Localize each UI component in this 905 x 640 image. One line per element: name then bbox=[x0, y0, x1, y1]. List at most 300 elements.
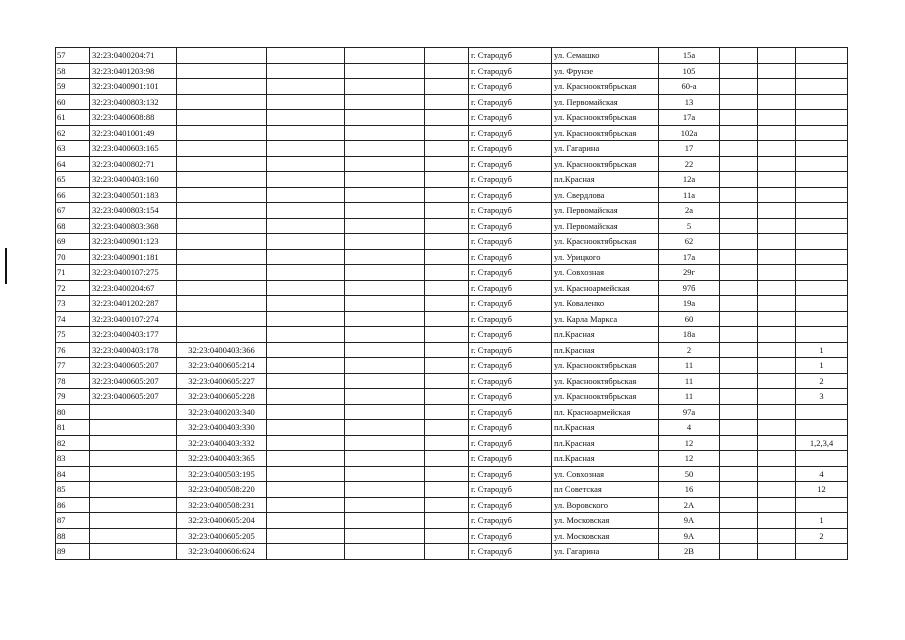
empty-cell bbox=[345, 79, 425, 95]
city-cell: г. Стародуб bbox=[469, 311, 552, 327]
empty-cell bbox=[267, 466, 345, 482]
empty-cell bbox=[345, 218, 425, 234]
street-cell: ул. Семашко bbox=[552, 48, 659, 64]
row-number: 65 bbox=[56, 172, 90, 188]
empty-cell bbox=[345, 63, 425, 79]
street-cell: пл Советская bbox=[552, 482, 659, 498]
empty-cell bbox=[267, 311, 345, 327]
empty-cell bbox=[720, 528, 758, 544]
empty-cell bbox=[425, 327, 469, 343]
house-number-cell: 12 bbox=[659, 435, 720, 451]
empty-cell bbox=[345, 110, 425, 126]
house-number-cell: 29г bbox=[659, 265, 720, 281]
house-number-cell: 2А bbox=[659, 497, 720, 513]
empty-cell bbox=[758, 327, 796, 343]
city-cell: г. Стародуб bbox=[469, 497, 552, 513]
table-row bbox=[56, 218, 848, 234]
cadastral-number-secondary: 32:23:0400203:340 bbox=[177, 404, 267, 420]
empty-cell bbox=[345, 358, 425, 374]
empty-cell bbox=[720, 125, 758, 141]
premises-number-cell bbox=[796, 63, 848, 79]
row-number: 84 bbox=[56, 466, 90, 482]
row-number: 75 bbox=[56, 327, 90, 343]
empty-cell bbox=[758, 404, 796, 420]
empty-cell bbox=[345, 234, 425, 250]
empty-cell bbox=[425, 249, 469, 265]
city-cell: г. Стародуб bbox=[469, 280, 552, 296]
empty-cell bbox=[720, 203, 758, 219]
cadastral-number-secondary bbox=[177, 187, 267, 203]
table-row bbox=[56, 466, 848, 482]
cadastral-number-secondary bbox=[177, 218, 267, 234]
empty-cell bbox=[758, 513, 796, 529]
cadastral-number-secondary: 32:23:0400605:204 bbox=[177, 513, 267, 529]
house-number-cell: 15а bbox=[659, 48, 720, 64]
empty-cell bbox=[425, 420, 469, 436]
city-cell: г. Стародуб bbox=[469, 94, 552, 110]
empty-cell bbox=[267, 218, 345, 234]
cadastral-number-primary bbox=[90, 451, 177, 467]
row-number: 72 bbox=[56, 280, 90, 296]
premises-number-cell bbox=[796, 497, 848, 513]
street-cell: ул. Первомайская bbox=[552, 203, 659, 219]
empty-cell bbox=[720, 513, 758, 529]
house-number-cell: 105 bbox=[659, 63, 720, 79]
cadastral-number-primary: 32:23:0400403:160 bbox=[90, 172, 177, 188]
premises-number-cell bbox=[796, 311, 848, 327]
empty-cell bbox=[345, 466, 425, 482]
cadastral-number-primary: 32:23:0400803:368 bbox=[90, 218, 177, 234]
row-number: 59 bbox=[56, 79, 90, 95]
empty-cell bbox=[720, 141, 758, 157]
table-row bbox=[56, 280, 848, 296]
empty-cell bbox=[758, 528, 796, 544]
empty-cell bbox=[345, 435, 425, 451]
table-row bbox=[56, 234, 848, 250]
premises-number-cell bbox=[796, 125, 848, 141]
empty-cell bbox=[720, 79, 758, 95]
house-number-cell: 97а bbox=[659, 404, 720, 420]
empty-cell bbox=[345, 48, 425, 64]
empty-cell bbox=[345, 420, 425, 436]
city-cell: г. Стародуб bbox=[469, 420, 552, 436]
cadastral-number-secondary bbox=[177, 156, 267, 172]
city-cell: г. Стародуб bbox=[469, 110, 552, 126]
city-cell: г. Стародуб bbox=[469, 48, 552, 64]
row-number: 68 bbox=[56, 218, 90, 234]
row-number: 71 bbox=[56, 265, 90, 281]
empty-cell bbox=[720, 342, 758, 358]
empty-cell bbox=[267, 249, 345, 265]
table-row bbox=[56, 63, 848, 79]
cadastral-number-secondary: 32:23:0400605:228 bbox=[177, 389, 267, 405]
cadastral-number-primary: 32:23:0400605:207 bbox=[90, 358, 177, 374]
house-number-cell: 97б bbox=[659, 280, 720, 296]
premises-number-cell bbox=[796, 280, 848, 296]
empty-cell bbox=[425, 373, 469, 389]
street-cell: ул. Краснооктябрьская bbox=[552, 389, 659, 405]
empty-cell bbox=[267, 79, 345, 95]
house-number-cell: 60 bbox=[659, 311, 720, 327]
empty-cell bbox=[720, 389, 758, 405]
city-cell: г. Стародуб bbox=[469, 156, 552, 172]
house-number-cell: 16 bbox=[659, 482, 720, 498]
empty-cell bbox=[345, 451, 425, 467]
row-number: 82 bbox=[56, 435, 90, 451]
table-row bbox=[56, 187, 848, 203]
cadastral-number-primary: 32:23:0400403:178 bbox=[90, 342, 177, 358]
cadastral-number-secondary bbox=[177, 125, 267, 141]
table-row bbox=[56, 296, 848, 312]
house-number-cell: 22 bbox=[659, 156, 720, 172]
empty-cell bbox=[425, 187, 469, 203]
empty-cell bbox=[425, 234, 469, 250]
house-number-cell: 62 bbox=[659, 234, 720, 250]
empty-cell bbox=[758, 203, 796, 219]
row-number: 77 bbox=[56, 358, 90, 374]
empty-cell bbox=[758, 48, 796, 64]
house-number-cell: 2 bbox=[659, 342, 720, 358]
empty-cell bbox=[758, 141, 796, 157]
empty-cell bbox=[758, 373, 796, 389]
cadastral-number-primary bbox=[90, 435, 177, 451]
cadastral-number-secondary: 32:23:0400508:231 bbox=[177, 497, 267, 513]
street-cell: ул. Свердлова bbox=[552, 187, 659, 203]
empty-cell bbox=[758, 234, 796, 250]
empty-cell bbox=[758, 389, 796, 405]
empty-cell bbox=[345, 141, 425, 157]
empty-cell bbox=[425, 218, 469, 234]
street-cell: ул. Совхозная bbox=[552, 265, 659, 281]
premises-number-cell: 1 bbox=[796, 358, 848, 374]
empty-cell bbox=[345, 125, 425, 141]
empty-cell bbox=[267, 63, 345, 79]
row-number: 58 bbox=[56, 63, 90, 79]
empty-cell bbox=[758, 125, 796, 141]
row-number: 83 bbox=[56, 451, 90, 467]
empty-cell bbox=[425, 451, 469, 467]
city-cell: г. Стародуб bbox=[469, 327, 552, 343]
empty-cell bbox=[267, 497, 345, 513]
table-row bbox=[56, 435, 848, 451]
table-row bbox=[56, 79, 848, 95]
cadastral-number-secondary bbox=[177, 234, 267, 250]
house-number-cell: 5 bbox=[659, 218, 720, 234]
street-cell: ул. Краснооктябрьская bbox=[552, 373, 659, 389]
row-number: 79 bbox=[56, 389, 90, 405]
empty-cell bbox=[758, 218, 796, 234]
premises-number-cell bbox=[796, 79, 848, 95]
table-row bbox=[56, 420, 848, 436]
empty-cell bbox=[345, 280, 425, 296]
table-row bbox=[56, 141, 848, 157]
table-row bbox=[56, 311, 848, 327]
empty-cell bbox=[267, 513, 345, 529]
cadastral-number-primary: 32:23:0400107:275 bbox=[90, 265, 177, 281]
city-cell: г. Стародуб bbox=[469, 203, 552, 219]
street-cell: пл.Красная bbox=[552, 172, 659, 188]
cadastral-number-primary: 32:23:0400901:101 bbox=[90, 79, 177, 95]
table-row bbox=[56, 482, 848, 498]
row-number: 61 bbox=[56, 110, 90, 126]
table-row bbox=[56, 125, 848, 141]
empty-cell bbox=[267, 373, 345, 389]
street-cell: пл.Красная bbox=[552, 451, 659, 467]
premises-number-cell bbox=[796, 404, 848, 420]
empty-cell bbox=[425, 125, 469, 141]
empty-cell bbox=[758, 156, 796, 172]
table-row bbox=[56, 342, 848, 358]
cadastral-number-secondary: 32:23:0400403:332 bbox=[177, 435, 267, 451]
empty-cell bbox=[425, 482, 469, 498]
cadastral-number-primary bbox=[90, 513, 177, 529]
house-number-cell: 2В bbox=[659, 544, 720, 560]
empty-cell bbox=[267, 265, 345, 281]
city-cell: г. Стародуб bbox=[469, 172, 552, 188]
street-cell: пл.Красная bbox=[552, 327, 659, 343]
row-number: 74 bbox=[56, 311, 90, 327]
cadastral-number-primary: 32:23:0400605:207 bbox=[90, 389, 177, 405]
table-row bbox=[56, 48, 848, 64]
cadastral-number-primary bbox=[90, 544, 177, 560]
empty-cell bbox=[720, 172, 758, 188]
street-cell: ул. Краснооктябрьская bbox=[552, 79, 659, 95]
premises-number-cell bbox=[796, 234, 848, 250]
empty-cell bbox=[720, 110, 758, 126]
table-row bbox=[56, 327, 848, 343]
cadastral-number-primary bbox=[90, 466, 177, 482]
cadastral-number-secondary bbox=[177, 110, 267, 126]
street-cell: ул. Карла Маркса bbox=[552, 311, 659, 327]
empty-cell bbox=[425, 513, 469, 529]
table-row bbox=[56, 265, 848, 281]
empty-cell bbox=[720, 466, 758, 482]
empty-cell bbox=[345, 513, 425, 529]
cadastral-number-secondary: 32:23:0400503:195 bbox=[177, 466, 267, 482]
city-cell: г. Стародуб bbox=[469, 79, 552, 95]
street-cell: ул. Первомайская bbox=[552, 94, 659, 110]
street-cell: ул. Воровского bbox=[552, 497, 659, 513]
row-number: 70 bbox=[56, 249, 90, 265]
empty-cell bbox=[345, 296, 425, 312]
premises-number-cell bbox=[796, 420, 848, 436]
empty-cell bbox=[425, 79, 469, 95]
city-cell: г. Стародуб bbox=[469, 404, 552, 420]
empty-cell bbox=[267, 342, 345, 358]
street-cell: ул. Краснооктябрьская bbox=[552, 358, 659, 374]
row-number: 67 bbox=[56, 203, 90, 219]
empty-cell bbox=[345, 404, 425, 420]
empty-cell bbox=[425, 156, 469, 172]
table-row bbox=[56, 451, 848, 467]
table-row bbox=[56, 110, 848, 126]
empty-cell bbox=[425, 528, 469, 544]
empty-cell bbox=[425, 404, 469, 420]
cadastral-number-primary: 32:23:0400608:88 bbox=[90, 110, 177, 126]
empty-cell bbox=[425, 389, 469, 405]
empty-cell bbox=[720, 404, 758, 420]
city-cell: г. Стародуб bbox=[469, 187, 552, 203]
empty-cell bbox=[267, 280, 345, 296]
cadastral-number-secondary: 32:23:0400605:227 bbox=[177, 373, 267, 389]
empty-cell bbox=[720, 373, 758, 389]
empty-cell bbox=[425, 435, 469, 451]
house-number-cell: 11 bbox=[659, 358, 720, 374]
empty-cell bbox=[267, 404, 345, 420]
street-cell: пл.Красная bbox=[552, 420, 659, 436]
empty-cell bbox=[425, 94, 469, 110]
street-cell: ул. Московская bbox=[552, 513, 659, 529]
house-number-cell: 17 bbox=[659, 141, 720, 157]
empty-cell bbox=[758, 63, 796, 79]
empty-cell bbox=[720, 435, 758, 451]
empty-cell bbox=[720, 451, 758, 467]
street-cell: ул. Первомайская bbox=[552, 218, 659, 234]
empty-cell bbox=[345, 342, 425, 358]
cadastral-number-primary: 32:23:0400204:71 bbox=[90, 48, 177, 64]
row-number: 88 bbox=[56, 528, 90, 544]
empty-cell bbox=[720, 482, 758, 498]
table-row bbox=[56, 544, 848, 560]
cadastral-number-secondary bbox=[177, 265, 267, 281]
city-cell: г. Стародуб bbox=[469, 63, 552, 79]
cadastral-number-primary: 32:23:0400501:183 bbox=[90, 187, 177, 203]
empty-cell bbox=[425, 342, 469, 358]
cadastral-number-secondary: 32:23:0400403:366 bbox=[177, 342, 267, 358]
row-number: 89 bbox=[56, 544, 90, 560]
premises-number-cell bbox=[796, 94, 848, 110]
row-number: 69 bbox=[56, 234, 90, 250]
empty-cell bbox=[267, 544, 345, 560]
row-number: 78 bbox=[56, 373, 90, 389]
street-cell: ул. Красноармейская bbox=[552, 280, 659, 296]
street-cell: ул. Краснооктябрьская bbox=[552, 125, 659, 141]
house-number-cell: 19а bbox=[659, 296, 720, 312]
city-cell: г. Стародуб bbox=[469, 234, 552, 250]
cadastral-number-primary: 32:23:0401202:287 bbox=[90, 296, 177, 312]
empty-cell bbox=[720, 187, 758, 203]
empty-cell bbox=[425, 48, 469, 64]
empty-cell bbox=[425, 466, 469, 482]
premises-number-cell: 2 bbox=[796, 528, 848, 544]
table-row bbox=[56, 249, 848, 265]
cadastral-number-primary: 32:23:0401203:98 bbox=[90, 63, 177, 79]
cadastral-number-secondary: 32:23:0400605:205 bbox=[177, 528, 267, 544]
city-cell: г. Стародуб bbox=[469, 125, 552, 141]
cadastral-number-primary: 32:23:0400603:165 bbox=[90, 141, 177, 157]
house-number-cell: 11 bbox=[659, 373, 720, 389]
empty-cell bbox=[425, 311, 469, 327]
house-number-cell: 13 bbox=[659, 94, 720, 110]
row-number: 85 bbox=[56, 482, 90, 498]
empty-cell bbox=[425, 296, 469, 312]
empty-cell bbox=[758, 265, 796, 281]
empty-cell bbox=[345, 327, 425, 343]
empty-cell bbox=[758, 497, 796, 513]
table-row bbox=[56, 513, 848, 529]
premises-number-cell bbox=[796, 265, 848, 281]
empty-cell bbox=[345, 249, 425, 265]
empty-cell bbox=[345, 172, 425, 188]
table-row bbox=[56, 203, 848, 219]
empty-cell bbox=[758, 482, 796, 498]
premises-number-cell bbox=[796, 110, 848, 126]
empty-cell bbox=[345, 544, 425, 560]
house-number-cell: 17а bbox=[659, 249, 720, 265]
cadastral-number-secondary: 32:23:0400403:330 bbox=[177, 420, 267, 436]
house-number-cell: 12а bbox=[659, 172, 720, 188]
empty-cell bbox=[758, 110, 796, 126]
street-cell: ул. Гагарина bbox=[552, 544, 659, 560]
premises-number-cell: 1 bbox=[796, 342, 848, 358]
empty-cell bbox=[720, 234, 758, 250]
row-number: 80 bbox=[56, 404, 90, 420]
empty-cell bbox=[267, 94, 345, 110]
city-cell: г. Стародуб bbox=[469, 435, 552, 451]
empty-cell bbox=[425, 544, 469, 560]
city-cell: г. Стародуб bbox=[469, 249, 552, 265]
empty-cell bbox=[758, 358, 796, 374]
city-cell: г. Стародуб bbox=[469, 296, 552, 312]
cadastral-number-primary: 32:23:0400803:132 bbox=[90, 94, 177, 110]
empty-cell bbox=[758, 466, 796, 482]
empty-cell bbox=[758, 172, 796, 188]
empty-cell bbox=[267, 358, 345, 374]
row-number: 81 bbox=[56, 420, 90, 436]
empty-cell bbox=[720, 218, 758, 234]
empty-cell bbox=[720, 497, 758, 513]
street-cell: ул. Урицкого bbox=[552, 249, 659, 265]
premises-number-cell: 3 bbox=[796, 389, 848, 405]
cadastral-number-primary bbox=[90, 420, 177, 436]
table-row bbox=[56, 497, 848, 513]
row-number: 73 bbox=[56, 296, 90, 312]
city-cell: г. Стародуб bbox=[469, 528, 552, 544]
cadastral-number-primary: 32:23:0400803:154 bbox=[90, 203, 177, 219]
empty-cell bbox=[425, 497, 469, 513]
premises-number-cell bbox=[796, 544, 848, 560]
row-number: 86 bbox=[56, 497, 90, 513]
table-row bbox=[56, 389, 848, 405]
row-number: 64 bbox=[56, 156, 90, 172]
row-number: 62 bbox=[56, 125, 90, 141]
cadastral-number-secondary bbox=[177, 48, 267, 64]
house-number-cell: 18а bbox=[659, 327, 720, 343]
row-number: 63 bbox=[56, 141, 90, 157]
empty-cell bbox=[425, 358, 469, 374]
cadastral-number-primary: 32:23:0400403:177 bbox=[90, 327, 177, 343]
premises-number-cell: 2 bbox=[796, 373, 848, 389]
premises-number-cell bbox=[796, 48, 848, 64]
empty-cell bbox=[345, 482, 425, 498]
street-cell: ул. Коваленко bbox=[552, 296, 659, 312]
cadastral-number-secondary bbox=[177, 327, 267, 343]
empty-cell bbox=[758, 420, 796, 436]
empty-cell bbox=[720, 327, 758, 343]
street-cell: ул. Краснооктябрьская bbox=[552, 110, 659, 126]
premises-number-cell bbox=[796, 156, 848, 172]
empty-cell bbox=[345, 389, 425, 405]
empty-cell bbox=[758, 342, 796, 358]
premises-number-cell bbox=[796, 203, 848, 219]
city-cell: г. Стародуб bbox=[469, 342, 552, 358]
empty-cell bbox=[758, 249, 796, 265]
cadastral-number-secondary: 32:23:0400606:624 bbox=[177, 544, 267, 560]
house-number-cell: 12 bbox=[659, 451, 720, 467]
premises-number-cell bbox=[796, 249, 848, 265]
city-cell: г. Стародуб bbox=[469, 141, 552, 157]
empty-cell bbox=[345, 528, 425, 544]
